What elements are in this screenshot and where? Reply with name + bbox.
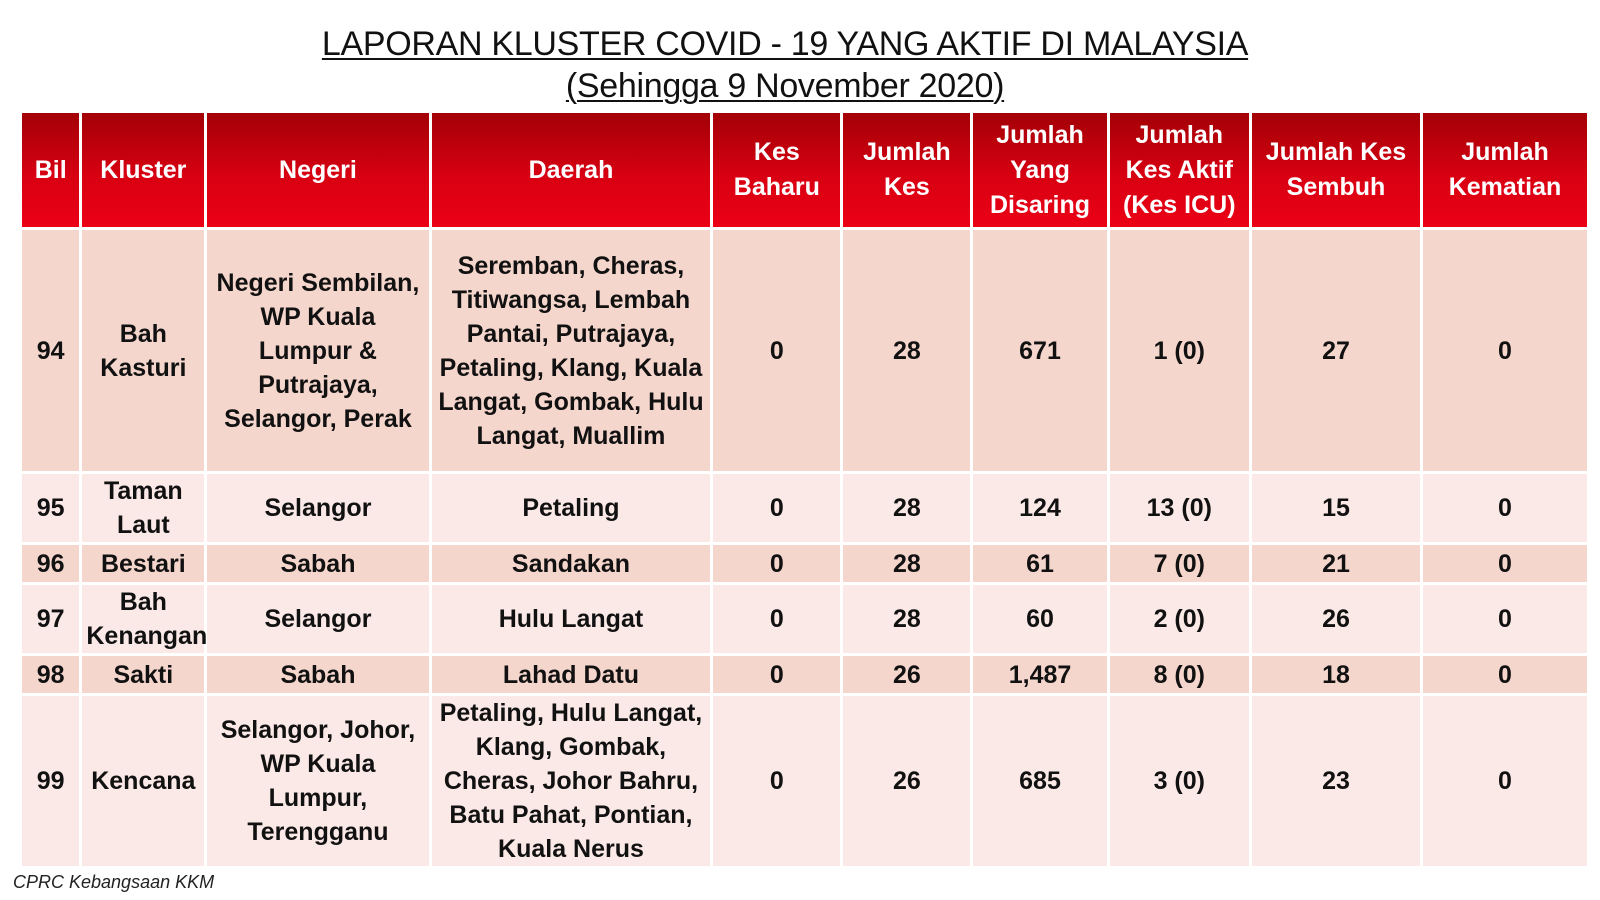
cell-bil: 94 [22, 230, 79, 471]
cell-kematian: 0 [1423, 230, 1587, 471]
cell-bil: 99 [22, 696, 79, 866]
cell-daerah: Sandakan [432, 545, 711, 582]
cell-kes-aktif: 3 (0) [1110, 696, 1249, 866]
cell-kluster: Bah Kasturi [82, 230, 204, 471]
cell-daerah: Petaling [432, 474, 711, 542]
table-row [22, 230, 1587, 471]
cell-kes-sembuh: 27 [1252, 230, 1420, 471]
cell-daerah: Hulu Langat [432, 585, 711, 653]
cell-kes-aktif: 13 (0) [1110, 474, 1249, 542]
report-date: (Sehingga 9 November 2020) [565, 67, 1005, 105]
header-kematian: Jumlah Kematian [1423, 113, 1587, 227]
header-kes-baharu: Kes Baharu [713, 113, 840, 227]
header-jumlah-kes: Jumlah Kes [843, 113, 970, 227]
cell-jumlah-kes: 28 [843, 545, 970, 582]
cell-kes-aktif: 7 (0) [1110, 545, 1249, 582]
cell-kematian: 0 [1423, 696, 1587, 866]
cell-negeri: Negeri Sembilan, WP Kuala Lumpur & Putrajaya, Selangor, Perak [207, 230, 428, 471]
header-negeri: Negeri [207, 113, 428, 227]
cell-kluster: Taman Laut [82, 474, 204, 542]
cell-kes-baharu: 0 [713, 656, 840, 693]
cell-kes-sembuh: 23 [1252, 696, 1420, 866]
table-row [22, 585, 1587, 653]
cell-jumlah-kes: 28 [843, 230, 970, 471]
cell-daerah: Lahad Datu [432, 656, 711, 693]
cell-jumlah-disaring: 685 [973, 696, 1106, 866]
cell-jumlah-disaring: 60 [973, 585, 1106, 653]
cell-daerah: Seremban, Cheras, Titiwangsa, Lembah Pantai, Putrajaya, Petaling, Klang, Kuala Langat, Gombak, Hulu Langat, Muallim [432, 230, 711, 471]
cell-negeri: Selangor [207, 474, 428, 542]
cell-negeri: Selangor, Johor, WP Kuala Lumpur, Terengganu [207, 696, 428, 866]
cell-jumlah-kes: 26 [843, 696, 970, 866]
cell-bil: 96 [22, 545, 79, 582]
cell-jumlah-kes: 26 [843, 656, 970, 693]
cell-kematian: 0 [1423, 585, 1587, 653]
cell-kematian: 0 [1423, 656, 1587, 693]
header-bil: Bil [22, 113, 79, 227]
cell-kluster: Sakti [82, 656, 204, 693]
cell-negeri: Sabah [207, 545, 428, 582]
table-row [22, 545, 1587, 582]
cell-jumlah-disaring: 1,487 [973, 656, 1106, 693]
cell-kes-aktif: 2 (0) [1110, 585, 1249, 653]
header-kes-sembuh: Jumlah Kes Sembuh [1252, 113, 1420, 227]
header-kluster: Kluster [82, 113, 204, 227]
cell-kluster: Bah Kenangan [82, 585, 204, 653]
table-row [22, 696, 1587, 866]
cell-bil: 97 [22, 585, 79, 653]
cell-kes-sembuh: 26 [1252, 585, 1420, 653]
cell-jumlah-kes: 28 [843, 474, 970, 542]
cluster-table [19, 110, 1590, 869]
cell-bil: 98 [22, 656, 79, 693]
cell-kes-aktif: 1 (0) [1110, 230, 1249, 471]
cell-jumlah-kes: 28 [843, 585, 970, 653]
header-jumlah-disaring: Jumlah Yang Disaring [973, 113, 1106, 227]
cell-kes-sembuh: 18 [1252, 656, 1420, 693]
cell-jumlah-disaring: 124 [973, 474, 1106, 542]
table-row [22, 656, 1587, 693]
cell-kluster: Bestari [82, 545, 204, 582]
report-title: LAPORAN KLUSTER COVID - 19 YANG AKTIF DI MALAYSIA [321, 25, 1249, 63]
cell-kematian: 0 [1423, 474, 1587, 542]
header-row [22, 113, 1587, 227]
cell-kes-sembuh: 15 [1252, 474, 1420, 542]
cell-kes-sembuh: 21 [1252, 545, 1420, 582]
header-kes-aktif: Jumlah Kes Aktif (Kes ICU) [1110, 113, 1249, 227]
cell-kes-baharu: 0 [713, 545, 840, 582]
cell-bil: 95 [22, 474, 79, 542]
cell-kes-aktif: 8 (0) [1110, 656, 1249, 693]
header-daerah: Daerah [432, 113, 711, 227]
cell-jumlah-disaring: 61 [973, 545, 1106, 582]
table-row [22, 474, 1587, 542]
cell-negeri: Selangor [207, 585, 428, 653]
cell-kes-baharu: 0 [713, 585, 840, 653]
cell-kes-baharu: 0 [713, 474, 840, 542]
cell-kluster: Kencana [82, 696, 204, 866]
cell-negeri: Sabah [207, 656, 428, 693]
cell-kes-baharu: 0 [713, 696, 840, 866]
cell-kematian: 0 [1423, 545, 1587, 582]
cell-kes-baharu: 0 [713, 230, 840, 471]
cell-daerah: Petaling, Hulu Langat, Klang, Gombak, Cheras, Johor Bahru, Batu Pahat, Pontian, Kuala Nerus [432, 696, 711, 866]
cell-jumlah-disaring: 671 [973, 230, 1106, 471]
source-credit: CPRC Kebangsaan KKM [13, 872, 215, 892]
